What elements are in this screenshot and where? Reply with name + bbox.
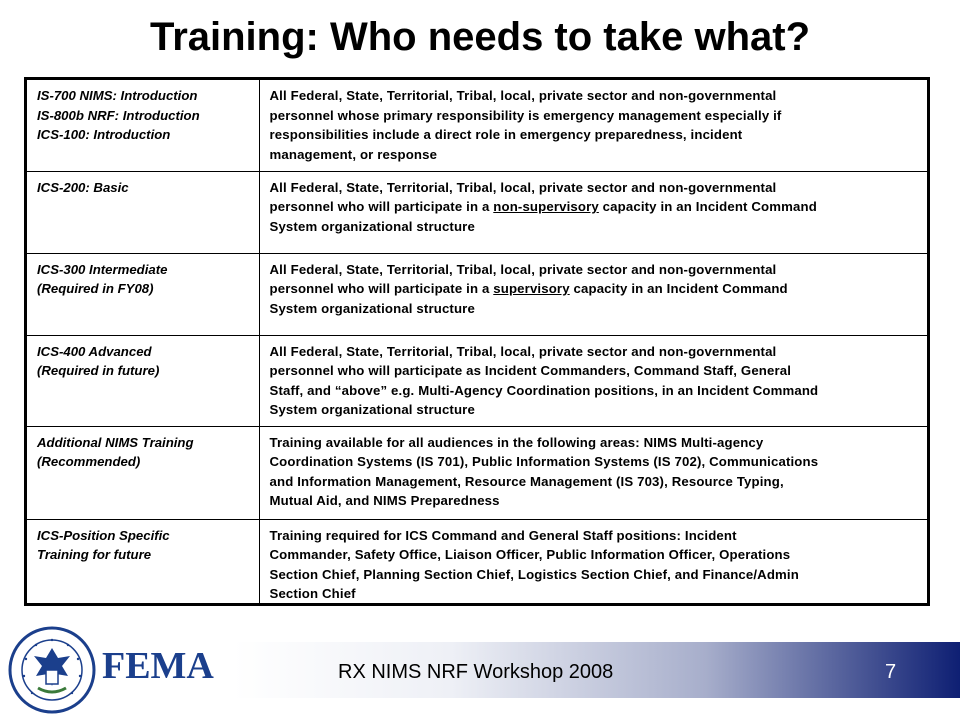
desc-line: All Federal, State, Territorial, Tribal, local, private sector and non-governmental — [269, 261, 777, 277]
table-row — [27, 80, 927, 171]
desc-line: All Federal, State, Territorial, Tribal, local, private sector and non-governmental — [269, 179, 777, 195]
description-cell — [259, 80, 927, 171]
emphasis-text: supervisory — [493, 281, 570, 296]
course-line: (Required in FY08) — [37, 281, 154, 296]
course-line: Additional NIMS Training — [37, 434, 194, 450]
desc-line: management, or response — [269, 146, 438, 162]
desc-line: Commander, Safety Office, Liaison Officer, Public Information Officer, Operations — [269, 547, 791, 562]
desc-line: and Information Management, Resource Management (IS 703), Resource Typing, — [269, 473, 784, 489]
desc-line: Section Chief, Planning Section Chief, Logistics Section Chief, and Finance/Admin — [269, 566, 799, 582]
table-row — [27, 253, 927, 335]
desc-line: Section Chief — [269, 586, 356, 601]
desc-line: Training required for ICS Command and General Staff positions: Incident — [269, 527, 737, 543]
desc-line: capacity in an Incident Command — [569, 281, 788, 296]
course-line: (Recommended) — [37, 454, 141, 469]
course-line: ICS-400 Advanced — [37, 343, 152, 359]
dhs-seal-icon — [8, 626, 96, 714]
page-number: 7 — [885, 661, 897, 683]
description-cell — [259, 171, 927, 253]
course-cell — [27, 80, 259, 171]
course-line: IS-700 NIMS: Introduction — [37, 88, 198, 103]
description-cell — [259, 426, 927, 519]
footer-text: RX NIMS NRF Workshop 2008 — [338, 661, 614, 683]
fema-logo — [102, 644, 222, 684]
desc-line: responsibilities include a direct role in emergency preparedness, incident — [269, 127, 743, 142]
course-line: IS-800b NRF: Introduction — [37, 107, 200, 123]
course-cell — [27, 426, 259, 519]
course-line: ICS-Position Specific — [37, 527, 170, 543]
desc-line: Training available for all audiences in the following areas: NIMS Multi-agency — [269, 434, 764, 450]
desc-line: System organizational structure — [269, 402, 475, 417]
course-cell — [27, 253, 259, 335]
description-cell — [259, 253, 927, 335]
table-row — [27, 171, 927, 253]
description-cell — [259, 335, 927, 426]
course-cell — [27, 519, 259, 604]
desc-line: personnel who will participate in a — [269, 281, 494, 296]
desc-line: personnel who will participate in a — [269, 199, 494, 214]
course-line: ICS-300 Intermediate — [37, 261, 168, 277]
table-row — [27, 335, 927, 426]
table-row — [27, 426, 927, 519]
course-cell — [27, 335, 259, 426]
emphasis-text: non-supervisory — [493, 199, 599, 214]
course-line: ICS-200: Basic — [37, 179, 129, 195]
course-line: ICS-100: Introduction — [37, 127, 171, 142]
course-cell — [27, 171, 259, 253]
course-line: Training for future — [37, 547, 152, 562]
desc-line: personnel whose primary responsibility is emergency management especially if — [269, 107, 782, 123]
desc-line: System organizational structure — [269, 218, 475, 234]
desc-line: capacity in an Incident Command — [598, 199, 817, 214]
course-line: (Required in future) — [37, 363, 160, 378]
fema-logo-text: FEMA — [102, 645, 214, 684]
desc-line: Mutual Aid, and NIMS Preparedness — [269, 493, 500, 508]
desc-line: personnel who will participate as Incident Commanders, Command Staff, General — [269, 363, 792, 378]
desc-line: System organizational structure — [269, 300, 475, 316]
desc-line: Staff, and “above” e.g. Multi-Agency Coordination positions, in an Incident Command — [269, 382, 819, 398]
desc-line: All Federal, State, Territorial, Tribal, local, private sector and non-governmental — [269, 88, 777, 103]
desc-line: All Federal, State, Territorial, Tribal, local, private sector and non-governmental — [269, 343, 777, 359]
desc-line: Coordination Systems (IS 701), Public Information Systems (IS 702), Communications — [269, 454, 819, 469]
table-row — [27, 519, 927, 604]
training-table — [24, 77, 930, 606]
description-cell — [259, 519, 927, 604]
slide-title: Training: Who needs to take what? — [149, 15, 811, 59]
